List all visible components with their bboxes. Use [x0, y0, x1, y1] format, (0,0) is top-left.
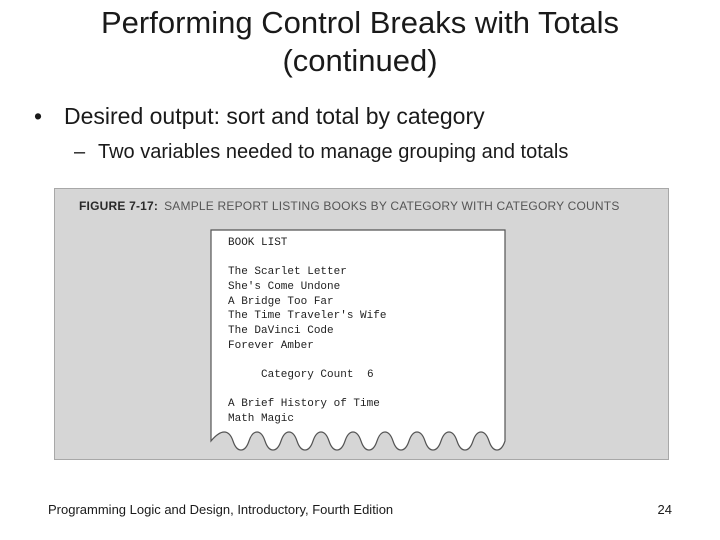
page-number: 24 — [657, 502, 672, 517]
report-book-line: The Scarlet Letter — [228, 266, 347, 278]
title-line-2: (continued) — [282, 43, 438, 78]
footer-source: Programming Logic and Design, Introductory, Fourth Edition — [48, 502, 394, 517]
figure-description: SAMPLE REPORT LISTING BOOKS BY CATEGORY WITH CATEGORY COUNTS — [164, 199, 620, 213]
title-line-1: Performing Control Breaks with Totals — [100, 5, 620, 40]
sub-bullet-text: Two variables needed to manage grouping and totals — [98, 141, 569, 163]
report-book-line: Forever Amber — [228, 340, 314, 352]
dash-marker: – — [74, 141, 86, 163]
bullet-level-2 — [74, 139, 568, 165]
report-book-line: Math Magic — [228, 413, 295, 425]
report-book-line: A Brief History of Time — [228, 398, 380, 410]
report-book-line: A Bridge Too Far — [228, 296, 334, 308]
bullet-text: Desired output: sort and total by category — [64, 103, 485, 129]
report-book-line: The Time Traveler's Wife — [228, 310, 387, 322]
bullet-marker: • — [34, 103, 43, 129]
figure-panel — [54, 188, 669, 460]
report-book-line: The DaVinci Code — [228, 325, 334, 337]
category-count-label: Category Count — [261, 369, 354, 381]
slide-title — [30, 4, 690, 80]
report-book-line: She's Come Undone — [228, 281, 341, 293]
bullet-level-1 — [34, 101, 485, 131]
report-heading: BOOK LIST — [228, 237, 288, 249]
category-count-value: 6 — [367, 369, 374, 381]
figure-caption — [79, 198, 620, 214]
figure-number: FIGURE 7-17: — [79, 199, 159, 213]
